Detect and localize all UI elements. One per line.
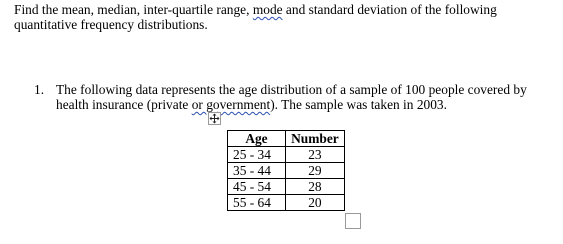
table-resize-handle[interactable] bbox=[345, 213, 361, 229]
problem-text bbox=[56, 82, 527, 112]
age-cell[interactable]: 55 - 64 bbox=[228, 195, 286, 211]
problem-line-2 bbox=[56, 97, 527, 112]
number-cell[interactable]: 20 bbox=[285, 195, 344, 211]
number-column-header[interactable]: Number bbox=[285, 131, 344, 147]
age-column-header[interactable]: Age bbox=[228, 131, 286, 147]
number-cell[interactable]: 28 bbox=[285, 179, 344, 195]
problem-text-start: health insurance (private bbox=[56, 97, 192, 112]
problem-text-end: ). The sample was taken in 2003. bbox=[270, 97, 447, 112]
age-cell[interactable]: 25 - 34 bbox=[228, 147, 286, 163]
problem-number: 1. bbox=[34, 82, 45, 97]
instructions-text-start: Find the mean, median, inter-quartile range, bbox=[14, 2, 253, 17]
four-arrow-move-icon bbox=[209, 113, 220, 124]
problem-line-1: The following data represents the age distribution of a sample of 100 people covered by bbox=[56, 82, 527, 97]
table-move-handle[interactable] bbox=[208, 112, 221, 125]
instructions-line-1 bbox=[14, 2, 559, 17]
instructions-text-end: and standard deviation of the following bbox=[282, 2, 497, 17]
table-row bbox=[228, 147, 345, 163]
instructions-line-2: quantitative frequency distributions. bbox=[14, 17, 208, 32]
table-row bbox=[228, 195, 345, 211]
age-cell[interactable]: 35 - 44 bbox=[228, 163, 286, 179]
table-header-row bbox=[228, 131, 345, 147]
number-cell[interactable]: 29 bbox=[285, 163, 344, 179]
table-row bbox=[228, 163, 345, 179]
grammar-flagged-phrase[interactable]: or government bbox=[191, 97, 271, 112]
number-cell[interactable]: 23 bbox=[285, 147, 344, 163]
table-row bbox=[228, 179, 345, 195]
instructions-paragraph bbox=[14, 2, 559, 32]
age-distribution-table[interactable] bbox=[227, 130, 345, 211]
spellcheck-flagged-word[interactable]: mode bbox=[252, 2, 283, 17]
age-cell[interactable]: 45 - 54 bbox=[228, 179, 286, 195]
